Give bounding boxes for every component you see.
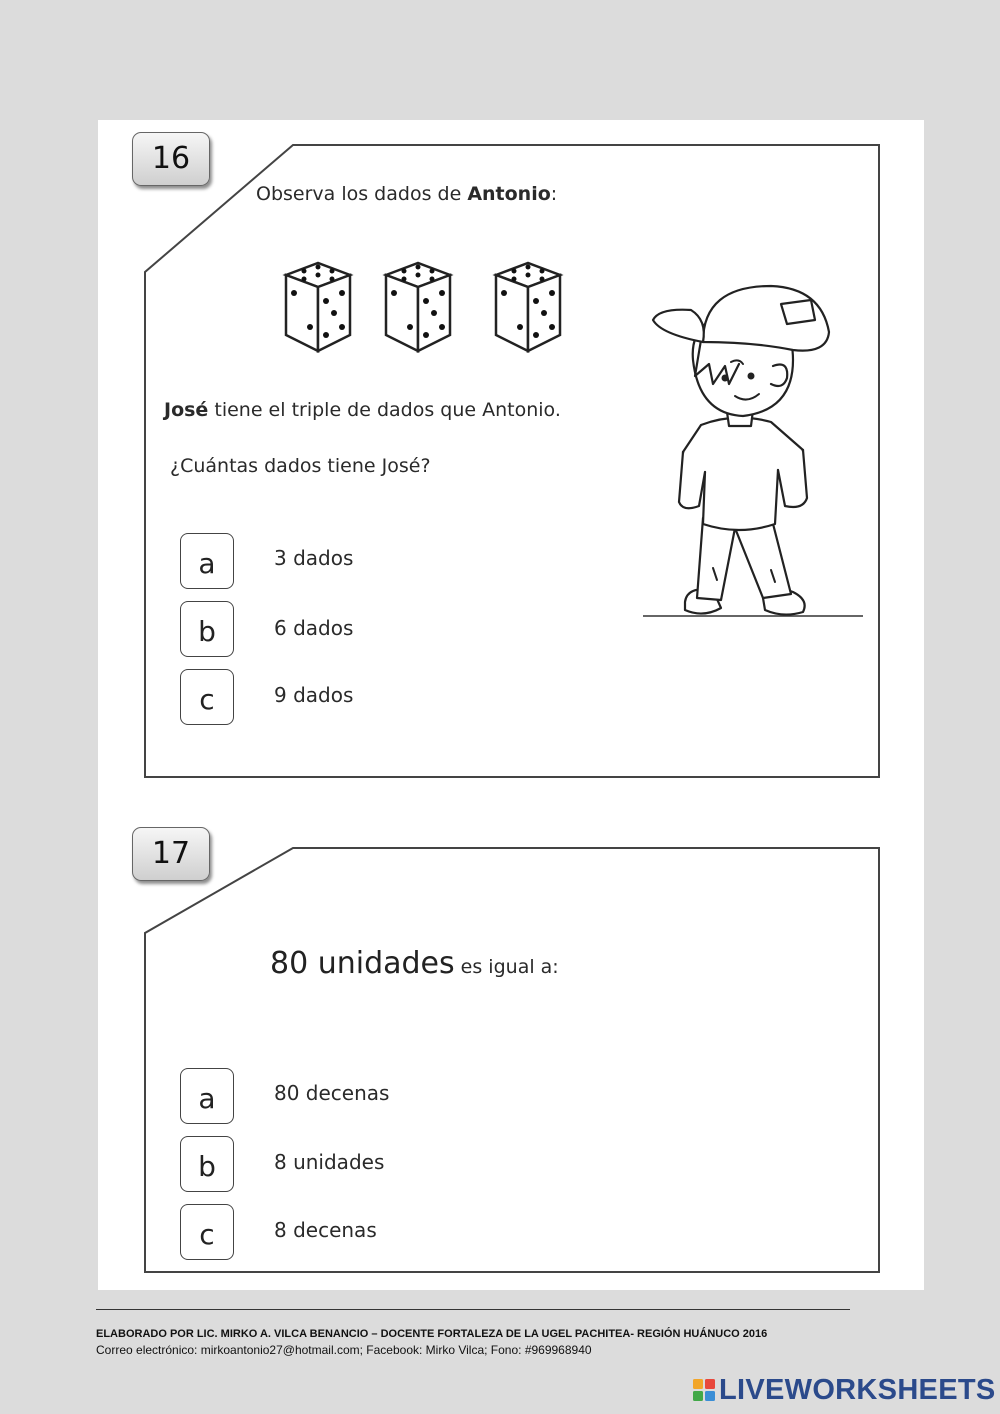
q16-statement-text: tiene el triple de dados que Antonio. bbox=[208, 399, 561, 421]
q17-option-b-box[interactable]: b bbox=[180, 1136, 234, 1192]
q16-option-b-text: 6 dados bbox=[274, 616, 354, 640]
q16-question: ¿Cuántas dados tiene José? bbox=[170, 455, 431, 477]
liveworksheets-text: LIVEWORKSHEETS bbox=[719, 1373, 996, 1406]
boy-with-cap-illustration bbox=[643, 280, 863, 635]
q16-statement-name: José bbox=[164, 399, 209, 421]
q16-statement bbox=[164, 399, 561, 421]
q16-option-a-text: 3 dados bbox=[274, 546, 354, 570]
liveworksheets-logo[interactable] bbox=[692, 1374, 996, 1406]
q16-option-c-text: 9 dados bbox=[274, 683, 354, 707]
liveworksheets-grid-icon bbox=[692, 1378, 716, 1402]
q17-prompt-big: 80 unidades bbox=[270, 946, 455, 981]
footer-contact: Correo electrónico: mirkoantonio27@hotmail.com; Facebook: Mirko Vilca; Fono: #969968940 bbox=[96, 1343, 592, 1357]
q16-option-b-box[interactable]: b bbox=[180, 601, 234, 657]
question-number-17: 17 bbox=[132, 827, 210, 881]
q16-prompt-colon: : bbox=[550, 183, 558, 205]
q17-option-c-text: 8 decenas bbox=[274, 1218, 377, 1242]
die-icon bbox=[276, 255, 356, 355]
q16-option-a-box[interactable]: a bbox=[180, 533, 234, 589]
q16-prompt bbox=[256, 183, 557, 205]
footer-author: ELABORADO POR LIC. MIRKO A. VILCA BENANCIO – DOCENTE FORTALEZA DE LA UGEL PACHITEA- REGIÓN HUÁNUCO 2016 bbox=[96, 1328, 768, 1340]
question-number-16: 16 bbox=[132, 132, 210, 186]
die-icon bbox=[376, 255, 456, 355]
die-icon bbox=[486, 255, 566, 355]
worksheet-page bbox=[98, 120, 924, 1290]
q16-option-c-box[interactable]: c bbox=[180, 669, 234, 725]
q16-prompt-text: Observa los dados de bbox=[256, 183, 468, 205]
q17-option-b-text: 8 unidades bbox=[274, 1150, 385, 1174]
q17-option-a-box[interactable]: a bbox=[180, 1068, 234, 1124]
q16-prompt-name: Antonio bbox=[467, 183, 551, 205]
footer-divider bbox=[96, 1309, 850, 1310]
q17-prompt-small: es igual a: bbox=[454, 956, 559, 978]
q17-prompt bbox=[270, 946, 559, 981]
q17-option-c-box[interactable]: c bbox=[180, 1204, 234, 1260]
q17-option-a-text: 80 decenas bbox=[274, 1081, 390, 1105]
